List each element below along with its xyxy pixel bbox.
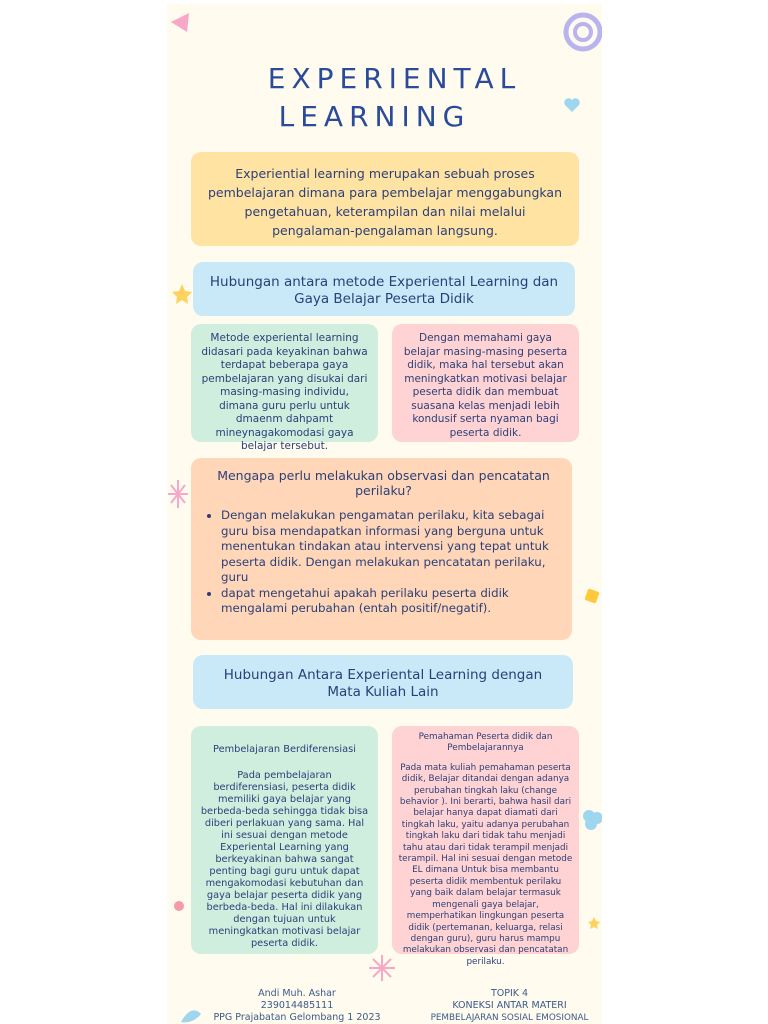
section3-right-box [392, 726, 579, 967]
section2-bullet-1: • Dengan melakukan pengamatan perilaku, kita sebagai guru bisa mendapatkan informasi yang berguna untuk menentukan tindakan atau intervensi yang tepat untuk peserta didik. Dengan melakukan pencatatan perilaku, guru [221, 508, 566, 586]
section3-left-box [191, 726, 378, 954]
moon-decoration-icon [591, 414, 602, 432]
author-program: PPG Prajabatan Gelombang 1 2023 [213, 1012, 381, 1023]
star-decoration-icon [171, 283, 193, 305]
small-star-decoration-icon [587, 916, 601, 930]
section3-right-body: Pada mata kuliah pemahaman peserta didik, Belajar ditandai dengan adanya perubahan tingkah laku (change behavior ). Ini berarti, bahwa hasil dari belajar hanya dapat diamati dari tingkah laku, yaitu adanya perubahan tingkah laku dari tidak tahu menjadi tahu atau dari tidak terampil menjadi terampil. Hal ini sesuai dengan metode EL dimana Untuk bisa membantu peserta didik membentuk perilaku yang baik dalam belajar termasuk mengenali gaya belajar, memperhatikan lingkungan peserta didik (pertemanan, keluarga, relasi dengan guru), guru harus mampu melakukan observasi dan pencatatan perilaku. [398, 762, 573, 967]
section3-left-body: Pada pembelajaran berdiferensiasi, peserta didik memiliki gaya belajar yang berbeda-beda sehingga tidak bisa diberi perlakuan yang sama. Hal ini sesuai dengan metode Experiental Learning yang berkeyakinan bahwa sangat penting bagi guru untuk dapat mengakomodasi kebutuhan dan gaya belajar peserta didik yang berbeda-beda. Hal ini dilakukan dengan tujuan untuk meningkatkan motivasi belajar peserta didik. [200, 770, 369, 949]
section1-right-text: Dengan memahami gaya belajar masing-masing peserta didik, maka hal tersebut akan meningkatkan motivasi belajar peserta didik dan membuat suasana kelas menjadi lebih kondusif serta nyaman bagi peserta didik. [403, 332, 568, 439]
topic-number: TOPIK 4 [490, 988, 529, 999]
intro-text: Experiential learning merupakan sebuah proses pembelajaran dimana para pembelajar menggabungkan pengetahuan, keterampilan dan nilai melalui pengalaman-pengalaman langsung. [208, 166, 562, 238]
section1-left-text: Metode experiental learning didasari pada keyakinan bahwa terdapat beberapa gaya pembelajaran yang disukai dari masing-masing individu, dimana guru perlu untuk dmaenm dahpamt mineynagakomodasi gaya belajar tersebut. [201, 332, 368, 452]
sparkle-decoration-icon [167, 478, 189, 510]
triangle-decoration-icon [169, 10, 193, 34]
spiral-decoration-icon [563, 8, 602, 54]
author-info [197, 988, 397, 1024]
poster [167, 4, 602, 1024]
section3-right-title: Pemahaman Peserta didik dan Pembelajarannya [418, 732, 553, 754]
author-nim: 239014485111 [260, 1000, 334, 1011]
section3-heading-box [193, 655, 573, 709]
section1-right-box [392, 324, 579, 442]
section2-bullet-2: • dapat mengetahui apakah perilaku peserta didik mengalami perubahan (entah positif/negatif). [221, 586, 566, 617]
dot-decoration-icon [173, 900, 185, 912]
section1-left-box [191, 324, 378, 452]
section2-heading: Mengapa perlu melakukan observasi dan pencatatan perilaku? [217, 468, 550, 498]
title-line-1: EXPERIENTAL [267, 62, 522, 95]
section1-heading: Hubungan antara metode Experiental Learning dan Gaya Belajar Peserta Didik [209, 274, 559, 307]
section2-box [191, 458, 572, 640]
section3-left-title: Pembelajaran Berdiferensiasi [213, 744, 356, 755]
title-line-2: LEARNING [278, 100, 471, 133]
topic-info [417, 988, 602, 1024]
topic-line-3: PEMBELAJARAN SOSIAL EMOSIONAL [430, 1013, 589, 1023]
section3-heading: Hubungan Antara Experiental Learning dengan Mata Kuliah Lain [223, 667, 543, 700]
author-name: Andi Muh. Ashar [258, 988, 336, 999]
section2-bullet-list [201, 508, 566, 617]
square-decoration-icon [583, 587, 601, 605]
sparkle-bottom-decoration-icon [367, 954, 397, 982]
intro-box [191, 152, 579, 246]
topic-line-2: KONEKSI ANTAR MATERI [452, 1000, 567, 1011]
flower-decoration-icon [581, 808, 602, 832]
section1-heading-box [193, 262, 575, 316]
